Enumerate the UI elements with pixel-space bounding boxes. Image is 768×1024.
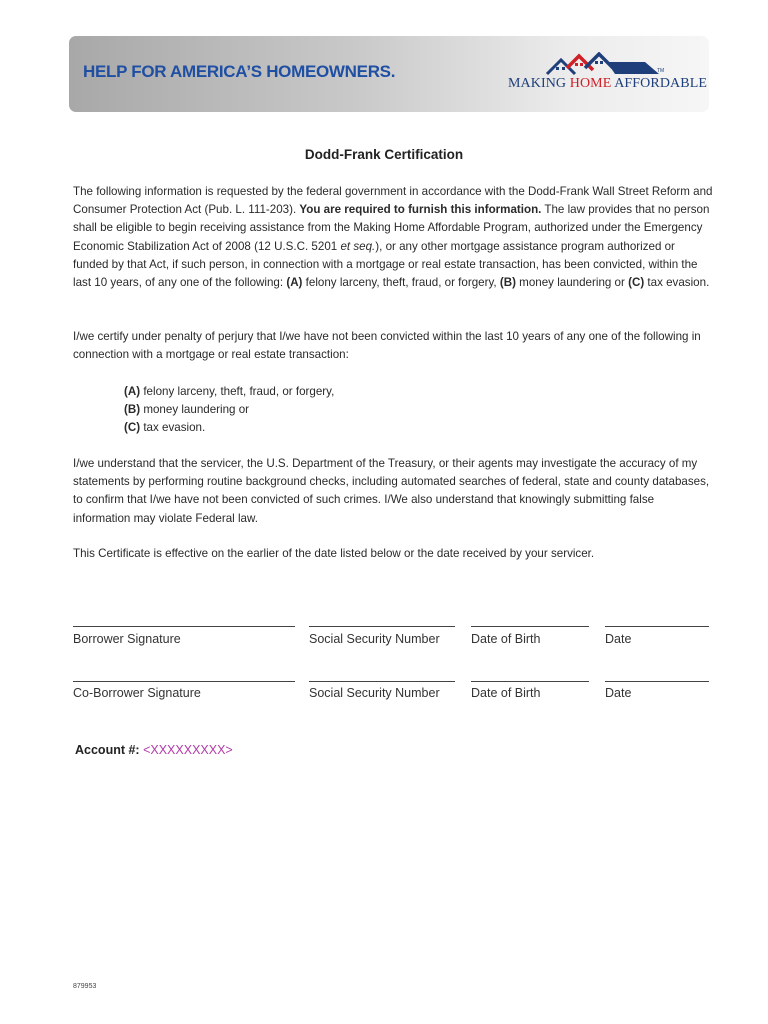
co-borrower-date-line[interactable] xyxy=(605,681,709,682)
logo-word-making: MAKING xyxy=(507,76,570,91)
borrower-signature-line[interactable] xyxy=(73,626,295,627)
list-item xyxy=(124,419,334,437)
list-text: money laundering or xyxy=(140,403,250,417)
intro-marker-b: (B) xyxy=(499,276,516,290)
offense-list xyxy=(124,383,334,438)
investigation-paragraph: I/we understand that the servicer, the U.S. Department of the Treasury, or their agents may investigate the accuracy of my statements by performing routine background checks, including automated searches of federal, state and county databases, to confirm that I/we have not been convicted of such crimes. I/We also understand that knowingly submitting false information may violate Federal law. xyxy=(73,457,710,525)
borrower-date-line[interactable] xyxy=(605,626,709,627)
intro-et-seq: et seq. xyxy=(340,239,376,253)
effective-date-paragraph: This Certificate is effective on the earlier of the date listed below or the date received by your servicer. xyxy=(73,547,595,560)
co-borrower-date-label: Date xyxy=(605,686,632,700)
intro-paragraph xyxy=(73,183,713,292)
list-marker: (A) xyxy=(124,385,141,398)
borrower-ssn-label: Social Security Number xyxy=(309,632,440,646)
intro-text-5: money laundering or xyxy=(515,276,629,290)
house-roofs-icon xyxy=(545,52,665,76)
borrower-signature-label: Borrower Signature xyxy=(73,632,181,646)
co-borrower-ssn-label: Social Security Number xyxy=(309,686,440,700)
logo-wordmark xyxy=(500,76,707,92)
document-title: Dodd-Frank Certification xyxy=(304,147,464,162)
making-home-affordable-logo xyxy=(500,52,707,96)
account-number-value: <XXXXXXXXX> xyxy=(143,743,233,757)
certification-paragraph: I/we certify under penalty of perjury that I/we have not been convicted within the last 10 years of any one of the following in connection with a mortgage or real estate transaction: xyxy=(73,330,701,362)
intro-marker-a: (A) xyxy=(286,276,303,290)
borrower-dob-label: Date of Birth xyxy=(471,632,541,646)
account-number xyxy=(75,743,233,757)
account-number-label: Account #: xyxy=(75,743,140,757)
trademark-mark: TM xyxy=(657,68,665,74)
list-marker: (C) xyxy=(124,421,141,435)
borrower-date-label: Date xyxy=(605,632,632,646)
co-borrower-signature-label: Co-Borrower Signature xyxy=(73,686,201,700)
logo-word-affordable: AFFORDABLE xyxy=(611,76,707,91)
intro-required-notice: You are required to furnish this information. xyxy=(299,203,542,217)
header-title: HELP FOR AMERICA’S HOMEOWNERS. xyxy=(83,62,396,81)
logo-word-home: HOME xyxy=(569,76,612,91)
intro-text-1: The following information is requested by the federal government in accordance with the Dodd-Frank Wall Street Reform and Consumer Protection Act (Pub. L. 111-203). xyxy=(73,185,713,217)
co-borrower-dob-line[interactable] xyxy=(471,681,589,682)
borrower-ssn-line[interactable] xyxy=(309,626,455,627)
intro-text-2: The law provides that no person shall be eligible to begin receiving assistance from the Making Home Affordable Program, authorized under the Emergency Economic Stabilization Act of 2008 (12 U.S.C. 5201 xyxy=(73,203,710,253)
list-marker: (B) xyxy=(124,403,141,417)
list-text: tax evasion. xyxy=(140,421,206,435)
co-borrower-ssn-line[interactable] xyxy=(309,681,455,682)
co-borrower-dob-label: Date of Birth xyxy=(471,686,541,700)
intro-text-4: felony larceny, theft, fraud, or forgery, xyxy=(302,276,500,290)
list-text: felony larceny, theft, fraud, or forgery, xyxy=(140,385,335,398)
form-code: 879953 xyxy=(73,983,97,990)
header-banner xyxy=(69,36,709,112)
list-item xyxy=(124,401,334,419)
intro-text-6: tax evasion. xyxy=(644,276,710,290)
intro-text-3: ), or any other mortgage assistance program authorized or funded by that Act, if such person, in connection with a mortgage or real estate transaction, has been convicted, within the last 10 years, of any one of the following: xyxy=(73,239,698,290)
borrower-dob-line[interactable] xyxy=(471,626,589,627)
list-item xyxy=(124,383,334,401)
intro-marker-c: (C) xyxy=(628,276,645,290)
co-borrower-signature-line[interactable] xyxy=(73,681,295,682)
